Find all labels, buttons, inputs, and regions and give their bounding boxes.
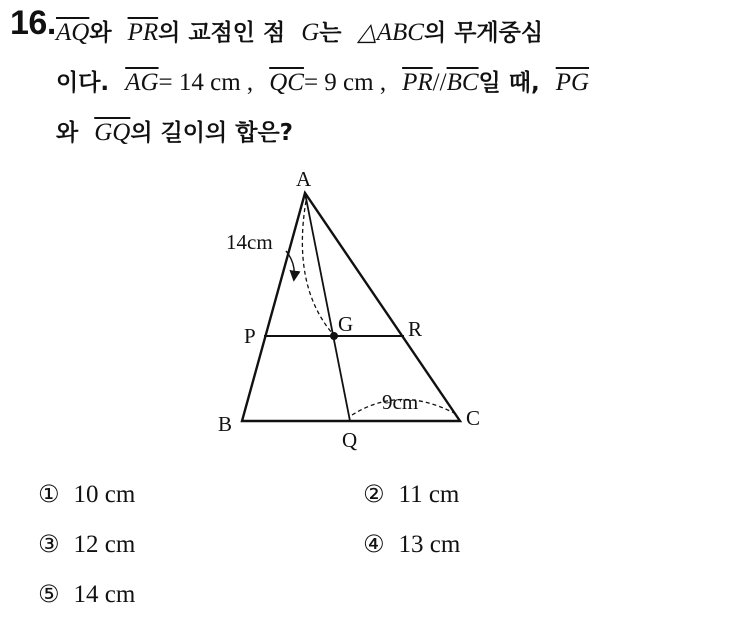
length-arc-ag [302, 201, 332, 333]
segment-bc: $\overline{BC}$ [446, 69, 479, 96]
segment-qc: $\overline{QC}$ [269, 69, 304, 96]
point-g: G [301, 19, 320, 46]
label-c: C [466, 406, 481, 430]
label-r: R [408, 317, 423, 341]
point-g-dot [330, 332, 338, 340]
label-length-qc: 9cm [382, 390, 419, 414]
segment-pr: $\overline{PR}$ [127, 19, 159, 46]
segment-ag: $\overline{AG}$ [125, 69, 159, 96]
choice-4[interactable]: ④ 13 cm [363, 530, 461, 558]
segment-gq: $\overline{GQ}$ [94, 119, 131, 146]
label-b: B [218, 412, 233, 436]
question-line-3: 와 $\overline{GQ}$의 길이의 합은? [56, 119, 294, 146]
segment-aq: $\overline{AQ}$ [56, 19, 90, 46]
label-q: Q [342, 428, 358, 452]
label-a: A [296, 167, 312, 191]
choice-3[interactable]: ③ 12 cm [38, 530, 136, 558]
triangle-abc-shape [242, 193, 460, 421]
choice-5[interactable]: ⑤ 14 cm [38, 580, 136, 608]
label-g: G [338, 312, 354, 336]
triangle-figure [210, 165, 500, 455]
question-number: 16. [10, 4, 56, 42]
label-p: P [244, 324, 256, 348]
question-line-2: 이다. $\overline{AG}= 14$ cm , $\overline{QC}= 9$ cm , $\overline{PR}//\overline{BC}$일 때, $\overline{PG}$ [56, 69, 590, 96]
segment-pr-2: $\overline{PR}$ [402, 69, 433, 96]
triangle-abc: △ABC [357, 19, 424, 46]
choice-1[interactable]: ① 10 cm [38, 480, 136, 508]
question-line-1: $\overline{AQ}$와 $\overline{PR}$의 교점인 점 G는 △ABC의 무게중심 [56, 19, 544, 46]
label-length-ag: 14cm [226, 230, 273, 254]
segment-pg: $\overline{PG}$ [555, 69, 590, 96]
choice-2[interactable]: ② 11 cm [363, 480, 460, 508]
